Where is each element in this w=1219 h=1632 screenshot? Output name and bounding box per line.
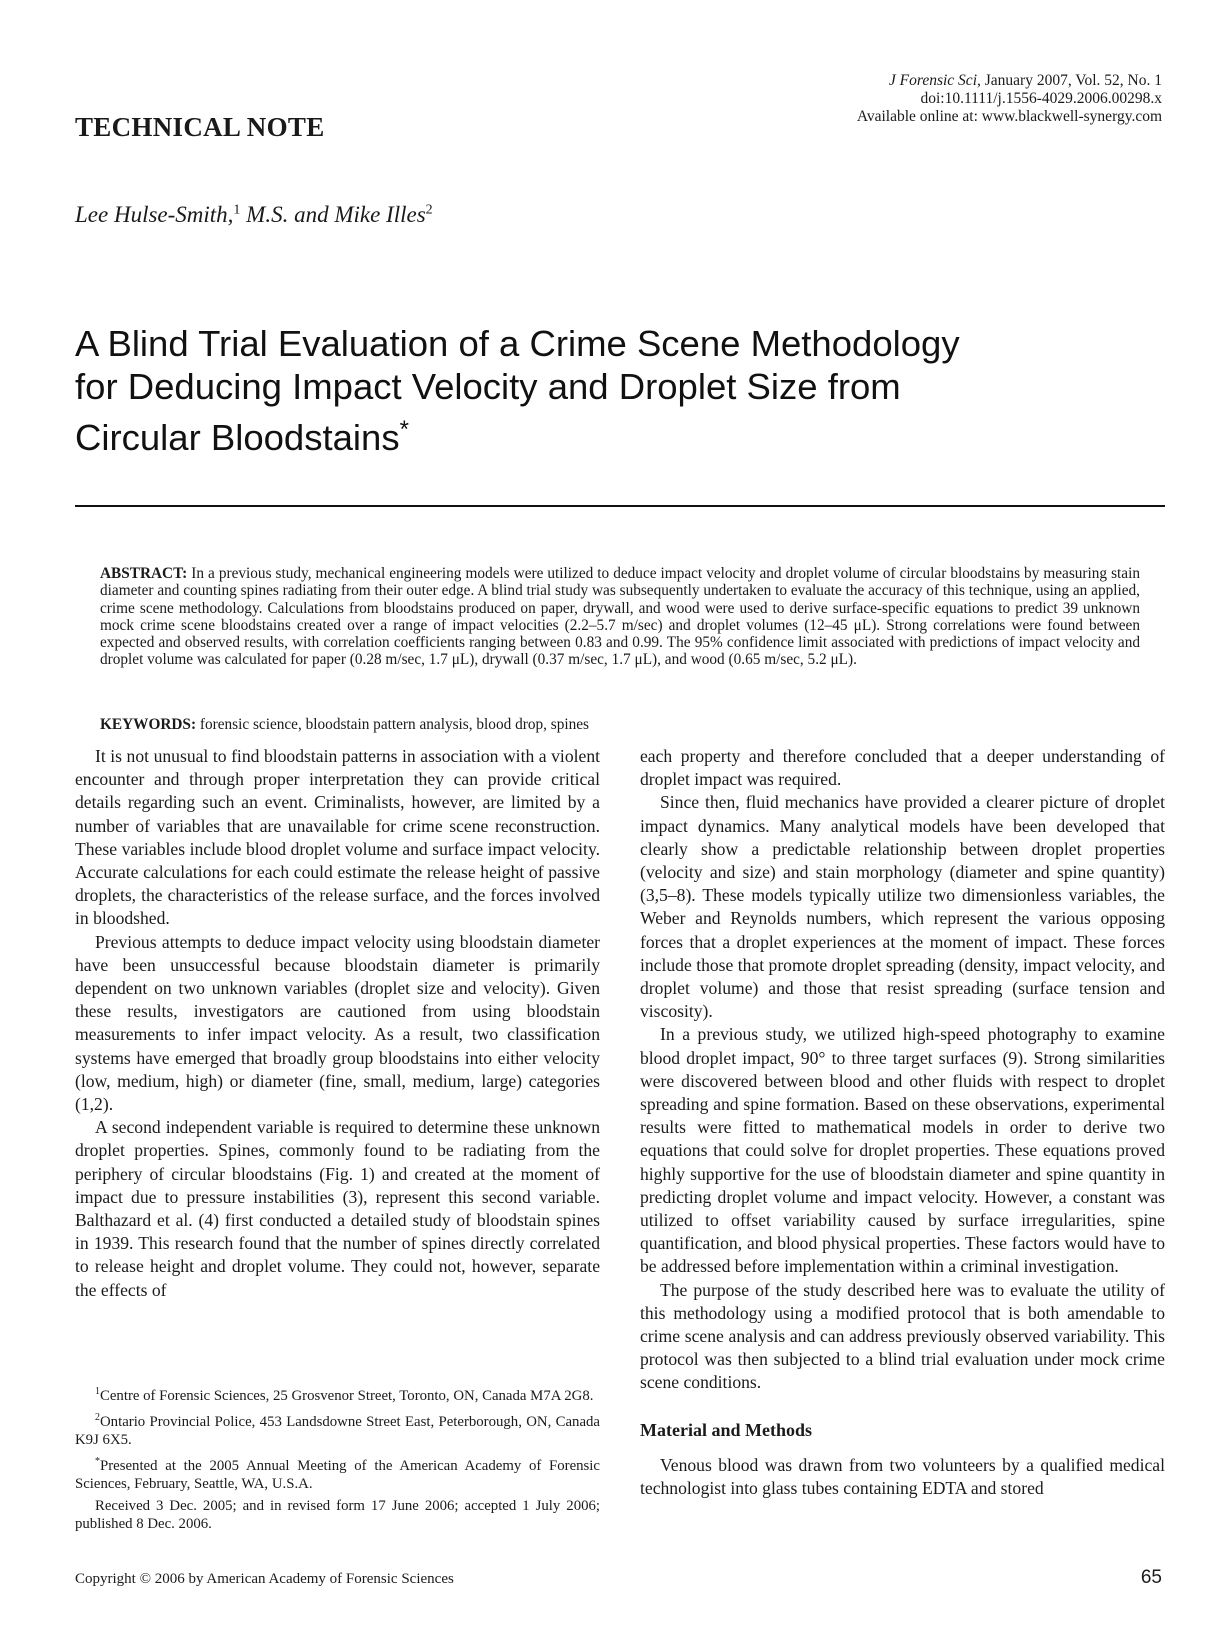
footnote-2-mark: 2 xyxy=(95,1411,100,1423)
body-paragraph: It is not unusual to find bloodstain patterns in association with a violent encounter and through proper interpretation they can provide critical details regarding such an event. Criminalists, however, are limited by a number of variables that are unavailable for crime scene reconstruction. These variables include blood droplet volume and surface impact velocity. Accurate calculations for each could estimate the release height of passive droplets, the characteristics of the release surface, and the forces involved in bloodshed. xyxy=(75,746,600,929)
footnote-3-mark: * xyxy=(95,1455,100,1467)
left-column xyxy=(75,745,600,1302)
section-heading-methods: Material and Methods xyxy=(640,1419,812,1440)
footnote-3-text: Presented at the 2005 Annual Meeting of the American Academy of Forensic Sciences, February, Seattle, WA, U.S.A. xyxy=(75,1457,600,1492)
note-type-heading: TECHNICAL NOTE xyxy=(75,112,325,142)
footnote-1-text: Centre of Forensic Sciences, 25 Grosvenor Street, Toronto, ON, Canada M7A 2G8. xyxy=(100,1387,594,1404)
abstract-label: ABSTRACT: xyxy=(100,565,188,582)
keywords-label: KEYWORDS: xyxy=(100,716,197,733)
body-paragraph: The purpose of the study described here was to evaluate the utility of this methodology using a modified protocol that is both amendable to crime scene analysis and can address previously observed variability. This protocol was then subjected to a blind trial evaluation under mock crime scene conditions. xyxy=(640,1279,1165,1393)
journal-issue: January 2007, Vol. 52, No. 1 xyxy=(980,72,1162,89)
journal-citation xyxy=(857,72,1162,126)
journal-issue-line xyxy=(857,72,1162,90)
body-paragraph: In a previous study, we utilized high-speed photography to examine blood droplet impact, 90° to three target surfaces (9). Strong similarities were discovered between blood and other fluids with respect to droplet spreading and spine formation. Based on these observations, experimental results were fitted to mathematical models in order to derive two equations that could solve for droplet properties. These equations proved highly supportive for the use of bloodstain diameter and spine quantity in predicting droplet volume and impact velocity. However, a constant was utilized to offset variability caused by surface irregularities, spine quantification, and blood physical properties. These factors would have to be addressed before implementation within a criminal investigation. xyxy=(640,1024,1165,1277)
title-footnote-mark: * xyxy=(399,416,409,443)
keywords xyxy=(100,716,1140,734)
body-paragraph-continuation: each property and therefore concluded that a deeper understanding of droplet impact was required. xyxy=(640,746,1165,790)
footnote-3 xyxy=(75,1453,600,1493)
online-availability: Available online at: www.blackwell-synergy.com xyxy=(856,108,1162,125)
footnote-2-text: Ontario Provincial Police, 453 Landsdowne Street East, Peterborough, ON, Canada K9J 6X5. xyxy=(75,1413,600,1448)
page-number: 65 xyxy=(1140,1567,1162,1588)
author-line xyxy=(75,202,433,228)
footnote-1-mark: 1 xyxy=(95,1386,100,1397)
author-1: Lee Hulse-Smith, xyxy=(75,202,234,227)
doi: doi:10.1111/j.1556-4029.2006.00298.x xyxy=(920,90,1162,107)
paper-title xyxy=(75,322,975,459)
abstract-text: In a previous study, mechanical engineering models were utilized to deduce impact velocity and droplet volume of circular bloodstains by measuring stain diameter and counting spines radiating from their outer edge. A blind trial study was subsequently undertaken to evaluate the accuracy of this technique, using an applied, crime scene methodology. Calculations from bloodstains produced on paper, drywall, and wood were used to derive surface-specific equations to predict 39 unknown mock crime scene bloodstains created over a range of impact velocities (2.2–5.7 m/sec) and droplet volumes (12–45 μL). Strong correlations were found between expected and observed results, with correlation coefficients ranging between 0.83 and 0.99. The 95% confidence limit associated with predictions of impact velocity and droplet volume was calculated for paper (0.28 m/sec, 1.7 μL), drywall (0.37 m/sec, 1.7 μL), and wood (0.65 m/sec, 5.2 μL). xyxy=(100,565,1140,669)
title-divider xyxy=(75,505,1165,507)
keywords-text: forensic science, bloodstain pattern analysis, blood drop, spines xyxy=(196,716,590,733)
author-2-affiliation-mark: 2 xyxy=(425,202,433,218)
journal-name: J Forensic Sci, xyxy=(888,72,981,89)
title-text: A Blind Trial Evaluation of a Crime Scene Methodology for Deducing Impact Velocity and Droplet Size from Circular Bloodstains xyxy=(75,323,960,459)
footnote-1 xyxy=(75,1383,600,1405)
received-dates: Received 3 Dec. 2005; and in revised form 17 June 2006; accepted 1 July 2006; published 8 Dec. 2006. xyxy=(75,1497,600,1532)
body-paragraph: Venous blood was drawn from two volunteers by a qualified medical technologist into glass tubes containing EDTA and stored xyxy=(640,1454,1165,1499)
right-column xyxy=(640,745,1165,1500)
author-2: M.S. and Mike Illes xyxy=(240,202,426,227)
author-1-affiliation-mark: 1 xyxy=(233,202,241,218)
abstract xyxy=(100,565,1140,669)
body-paragraph: Previous attempts to deduce impact velocity using bloodstain diameter have been unsuccessful because bloodstain diameter is primarily dependent on two unknown variables (droplet size and velocity). Given these results, investigators are cautioned from using bloodstain measurements to infer impact velocity. As a result, two classification systems have emerged that broadly group bloodstains into either velocity (low, medium, high) or diameter (fine, small, medium, large) categories (1,2). xyxy=(75,931,600,1115)
copyright-notice: Copyright © 2006 by American Academy of Forensic Sciences xyxy=(75,1571,454,1587)
footnotes xyxy=(75,1383,600,1537)
body-paragraph: Since then, fluid mechanics have provided a clearer picture of droplet impact dynamics. Many analytical models have been developed that clearly show a predictable relationship between droplet properties (velocity and size) and stain morphology (diameter and spine quantity) (3,5–8). These models typically utilize two dimensionless variables, the Weber and Reynolds numbers, which represent the various opposing forces that a droplet experiences at the moment of impact. These forces include those that promote droplet spreading (density, impact velocity, and droplet volume) and those that resist spreading (surface tension and viscosity). xyxy=(640,792,1165,1022)
footnote-2 xyxy=(75,1409,600,1449)
body-paragraph: A second independent variable is required to determine these unknown droplet properties. Spines, commonly found to be radiating from the periphery of circular bloodstains (Fig. 1) and created at the moment of impact due to pressure instabilities (3), represent this second variable. Balthazard et al. (4) first conducted a detailed study of bloodstain spines in 1939. This research found that the number of spines directly correlated to release height and droplet volume. They could not, however, separate the effects of xyxy=(75,1117,600,1300)
